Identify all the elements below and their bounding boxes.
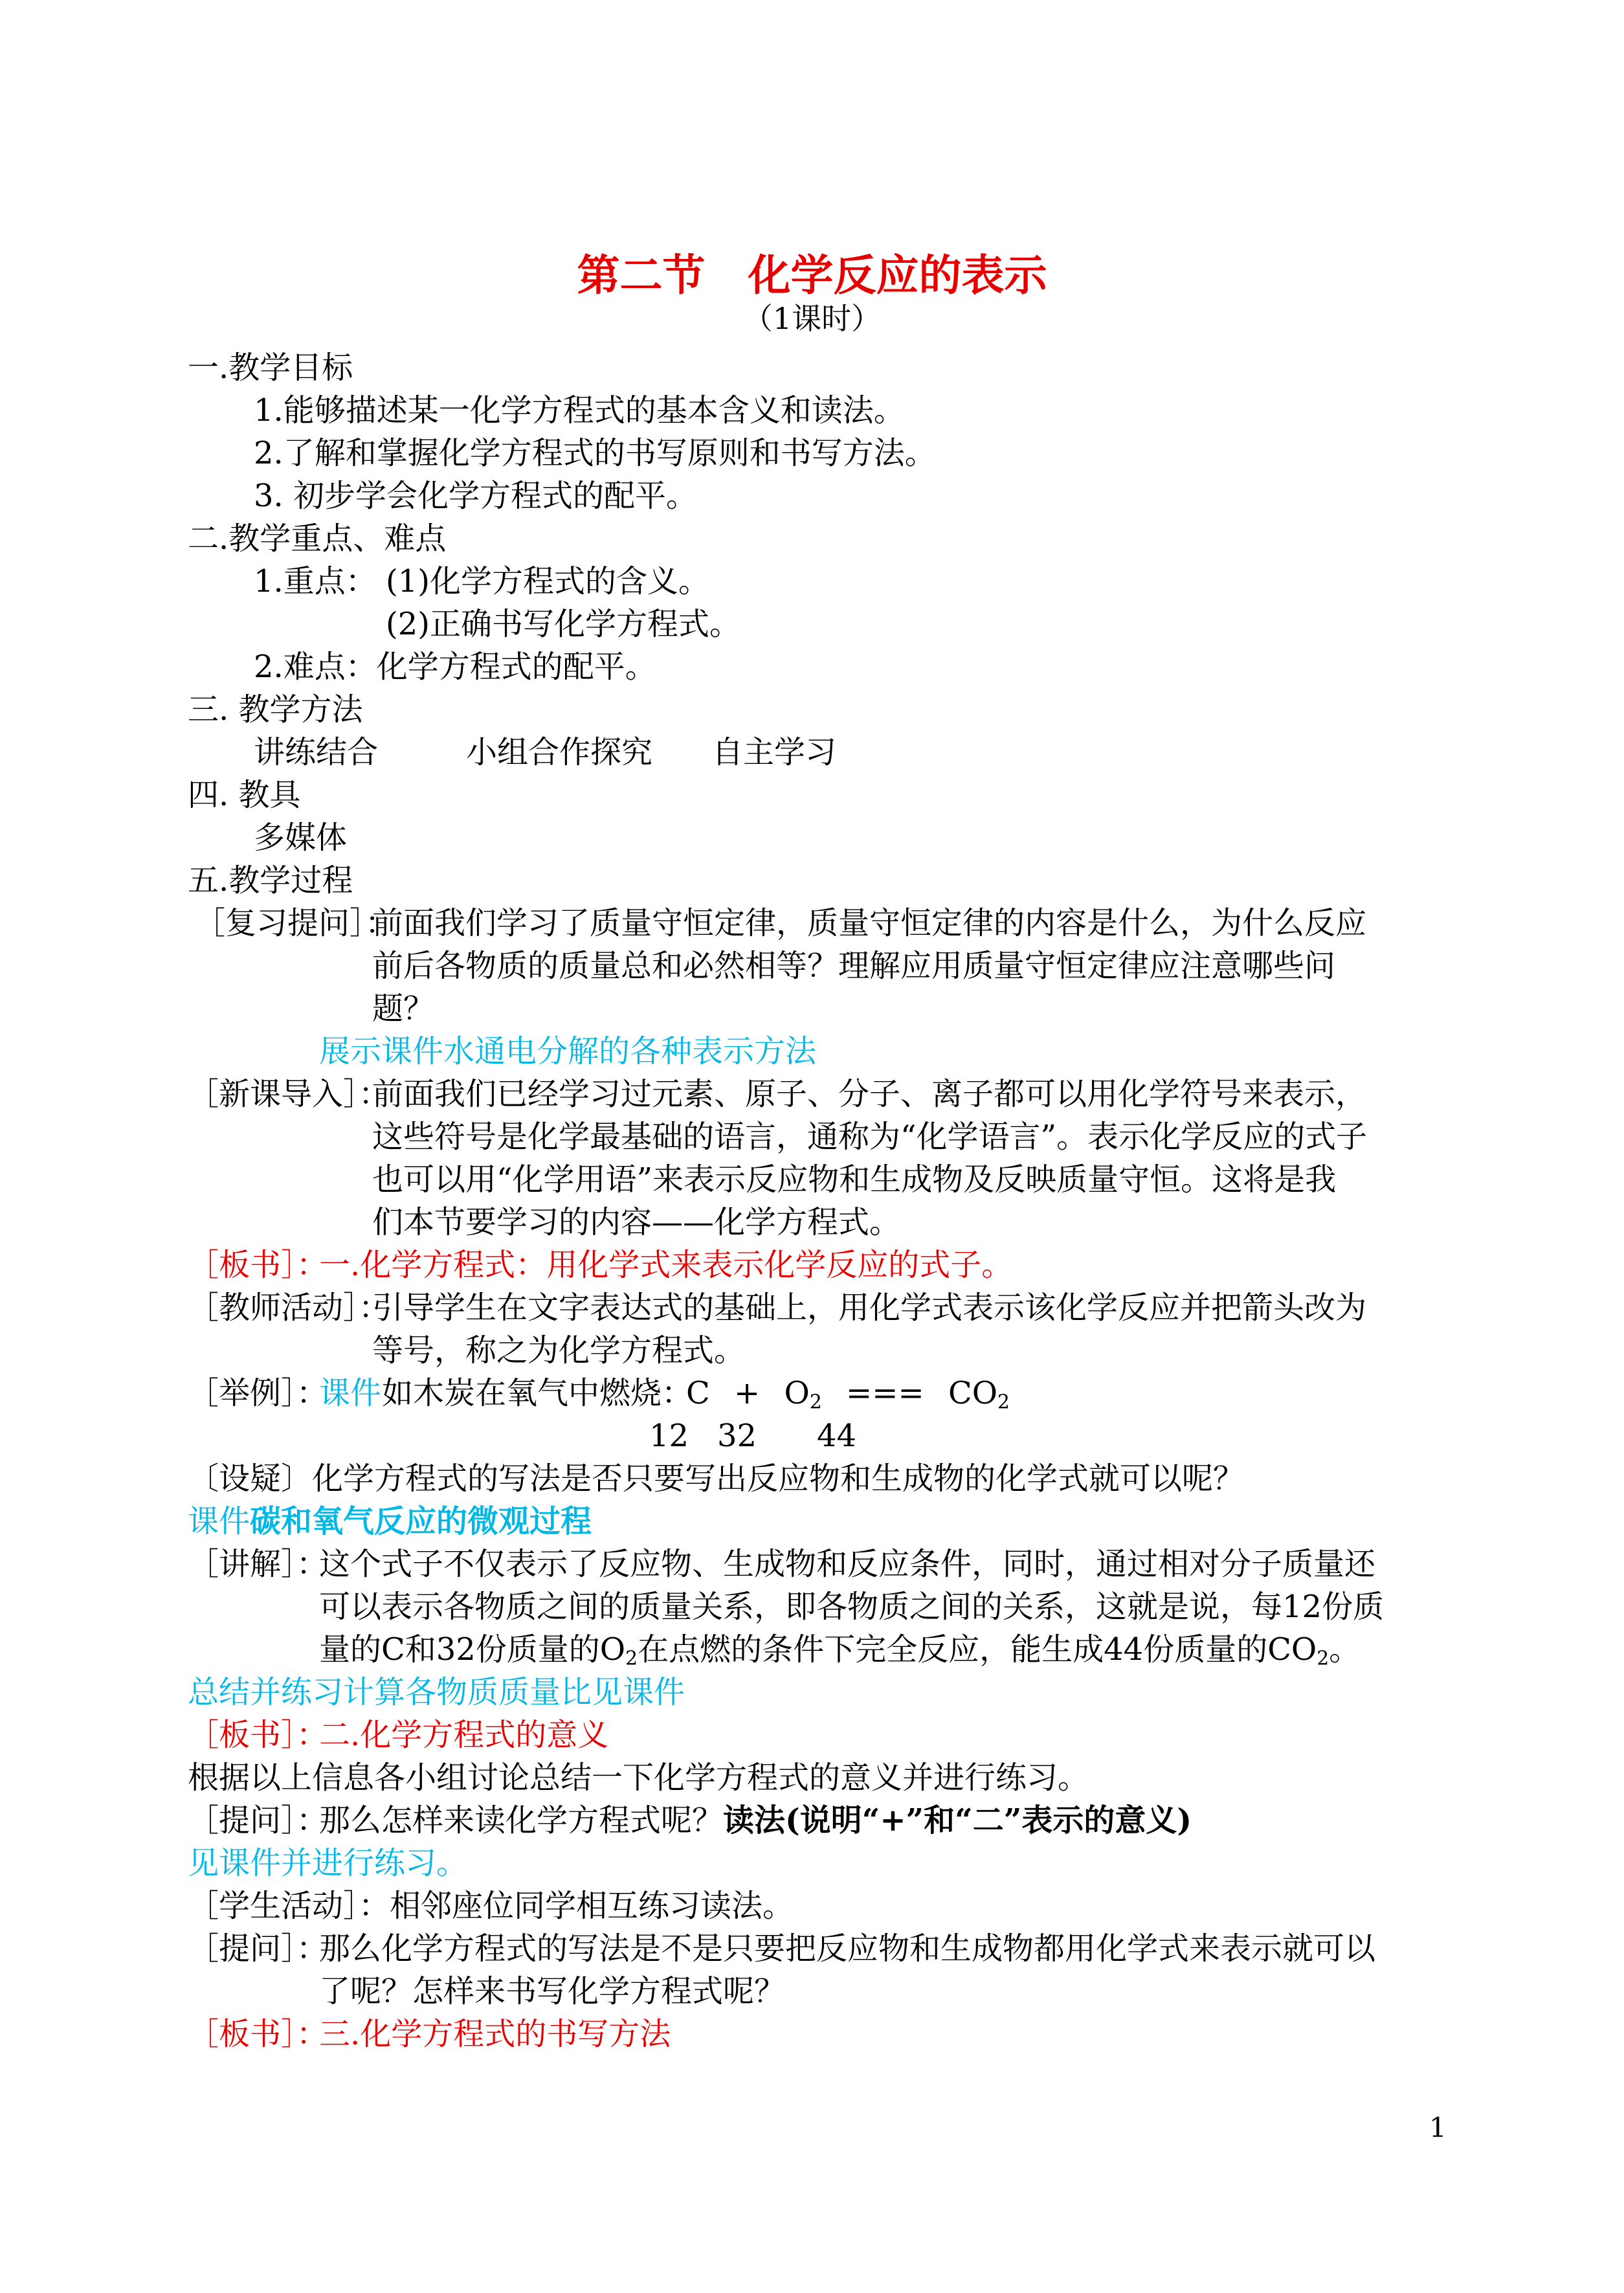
- review-text-line: 前面我们学习了质量守恒定律，质量守恒定律的内容是什么，为什么反应: [372, 905, 1367, 941]
- key-point: (1)化学方程式的含义。: [386, 563, 709, 599]
- objective-item: 3. 初步学会化学方程式的配平。: [254, 478, 698, 514]
- method-item: 自主学习: [712, 734, 837, 770]
- page-title: 第二节 化学反应的表示: [577, 250, 1047, 300]
- question-line: 〔设疑〕化学方程式的写法是否只要写出反应物和生成物的化学式就可以呢？: [188, 1460, 1245, 1497]
- equation-product-co: $CO_2$: [948, 1375, 1010, 1414]
- intro-label: ［新课导入］：: [188, 1076, 390, 1112]
- ask-text: 那么怎样来读化学方程式呢？读法(说明“+”和“二”表示的意义): [319, 1802, 1192, 1839]
- intro-text-line: 这些符号是化学最基础的语言，通称为“化学语言”。表示化学反应的式子: [372, 1119, 1368, 1155]
- board-text: 二.化学方程式的意义: [319, 1717, 609, 1753]
- example-courseware: 课件: [319, 1375, 382, 1411]
- review-text-line: 题？: [372, 990, 435, 1027]
- ask-label: ［提问］：: [188, 1802, 328, 1839]
- key-label: 1.重点：: [254, 563, 377, 599]
- difficult-point: 2.难点：化学方程式的配平。: [254, 649, 656, 685]
- ask-label: ［提问］：: [188, 1930, 328, 1967]
- example-label: ［举例］：: [188, 1375, 328, 1411]
- equation-equals: ===: [846, 1375, 924, 1411]
- equation-reactant-o: $O_2$: [784, 1375, 822, 1414]
- section-heading-methods: 三. 教学方法: [188, 691, 363, 728]
- equation-plus: +: [734, 1375, 761, 1411]
- board-label: ［板书］：: [188, 1717, 328, 1753]
- summary-courseware-note: 总结并练习计算各物质质量比见课件: [188, 1674, 685, 1710]
- courseware-title: 碳和氧气反应的微观过程: [250, 1503, 592, 1539]
- courseware-note: 展示课件水通电分解的各种表示方法: [319, 1033, 817, 1069]
- ask-text-line: 那么化学方程式的写法是不是只要把反应物和生成物都用化学式来表示就可以: [319, 1930, 1376, 1967]
- explain-text-line: 可以表示各物质之间的质量关系，即各物质之间的关系，这就是说，每12份质: [319, 1589, 1385, 1625]
- method-item: 讲练结合: [254, 734, 379, 770]
- courseware-note-micro: [188, 1501, 592, 1541]
- board-text: 三.化学方程式的书写方法: [319, 2016, 671, 2052]
- student-activity-line: ［学生活动］：相邻座位同学相互练习读法。: [188, 1888, 794, 1924]
- explain-label: ［讲解］：: [188, 1546, 328, 1582]
- intro-text-line: 也可以用“化学用语”来表示反应物和生成物及反映质量守恒。这将是我: [372, 1161, 1337, 1198]
- intro-text-line: 前面我们已经学习过元素、原子、分子、离子都可以用化学符号来表示，: [372, 1076, 1367, 1112]
- teacher-activity-label: ［教师活动］：: [188, 1290, 390, 1326]
- objective-item: 2.了解和掌握化学方程式的书写原则和书写方法。: [254, 435, 936, 471]
- key-point: (2)正确书写化学方程式。: [386, 606, 740, 642]
- explain-text-line: 这个式子不仅表示了反应物、生成物和反应条件，同时，通过相对分子质量还: [319, 1546, 1376, 1582]
- section-heading-process: 五.教学过程: [188, 862, 353, 899]
- discussion-line: 根据以上信息各小组讨论总结一下化学方程式的意义并进行练习。: [188, 1760, 1089, 1796]
- mass-value: 32: [717, 1418, 757, 1454]
- review-text-line: 前后各物质的质量总和必然相等？理解应用质量守恒定律应注意哪些问: [372, 948, 1336, 984]
- explain-text-line: 量的C和32份质量的$O_2$在点燃的条件下完全反应，能生成44份质量的$CO_2$。: [319, 1631, 1361, 1670]
- objective-item: 1.能够描述某一化学方程式的基本含义和读法。: [254, 392, 905, 429]
- teacher-activity-line: 等号，称之为化学方程式。: [372, 1332, 746, 1369]
- page-number: 1: [1429, 2112, 1447, 2143]
- mass-value: 44: [817, 1418, 857, 1454]
- teacher-activity-line: 引导学生在文字表达式的基础上，用化学式表示该化学反应并把箭头改为: [372, 1290, 1367, 1326]
- method-item: 小组合作探究: [466, 734, 653, 770]
- section-heading-tools: 四. 教具: [188, 777, 301, 813]
- ask-text-line: 了呢？怎样来书写化学方程式呢？: [319, 1973, 786, 2009]
- chemical-equation: [686, 1373, 1010, 1413]
- board-label: ［板书］：: [188, 2016, 328, 2052]
- example-text: 如木炭在氧气中燃烧：: [382, 1375, 693, 1411]
- section-heading-key-points: 二.教学重点、难点: [188, 520, 447, 557]
- board-text: 一.化学方程式：用化学式来表示化学反应的式子。: [319, 1247, 1013, 1283]
- page-subtitle: （1课时）: [742, 301, 882, 336]
- courseware-label: 课件: [188, 1503, 250, 1539]
- see-courseware-note: 见课件并进行练习。: [188, 1845, 468, 1881]
- intro-text-line: 们本节要学习的内容——化学方程式。: [372, 1204, 901, 1240]
- mass-value: 12: [649, 1418, 689, 1454]
- reading-method-note: 读法(说明“+”和“二”表示的意义): [723, 1802, 1192, 1839]
- review-label: ［复习提问］：: [194, 905, 397, 941]
- tool-item: 多媒体: [254, 820, 348, 856]
- equation-reactant-c: C: [686, 1375, 710, 1411]
- section-heading-objectives: 一.教学目标: [188, 350, 353, 386]
- board-label: ［板书］：: [188, 1247, 328, 1283]
